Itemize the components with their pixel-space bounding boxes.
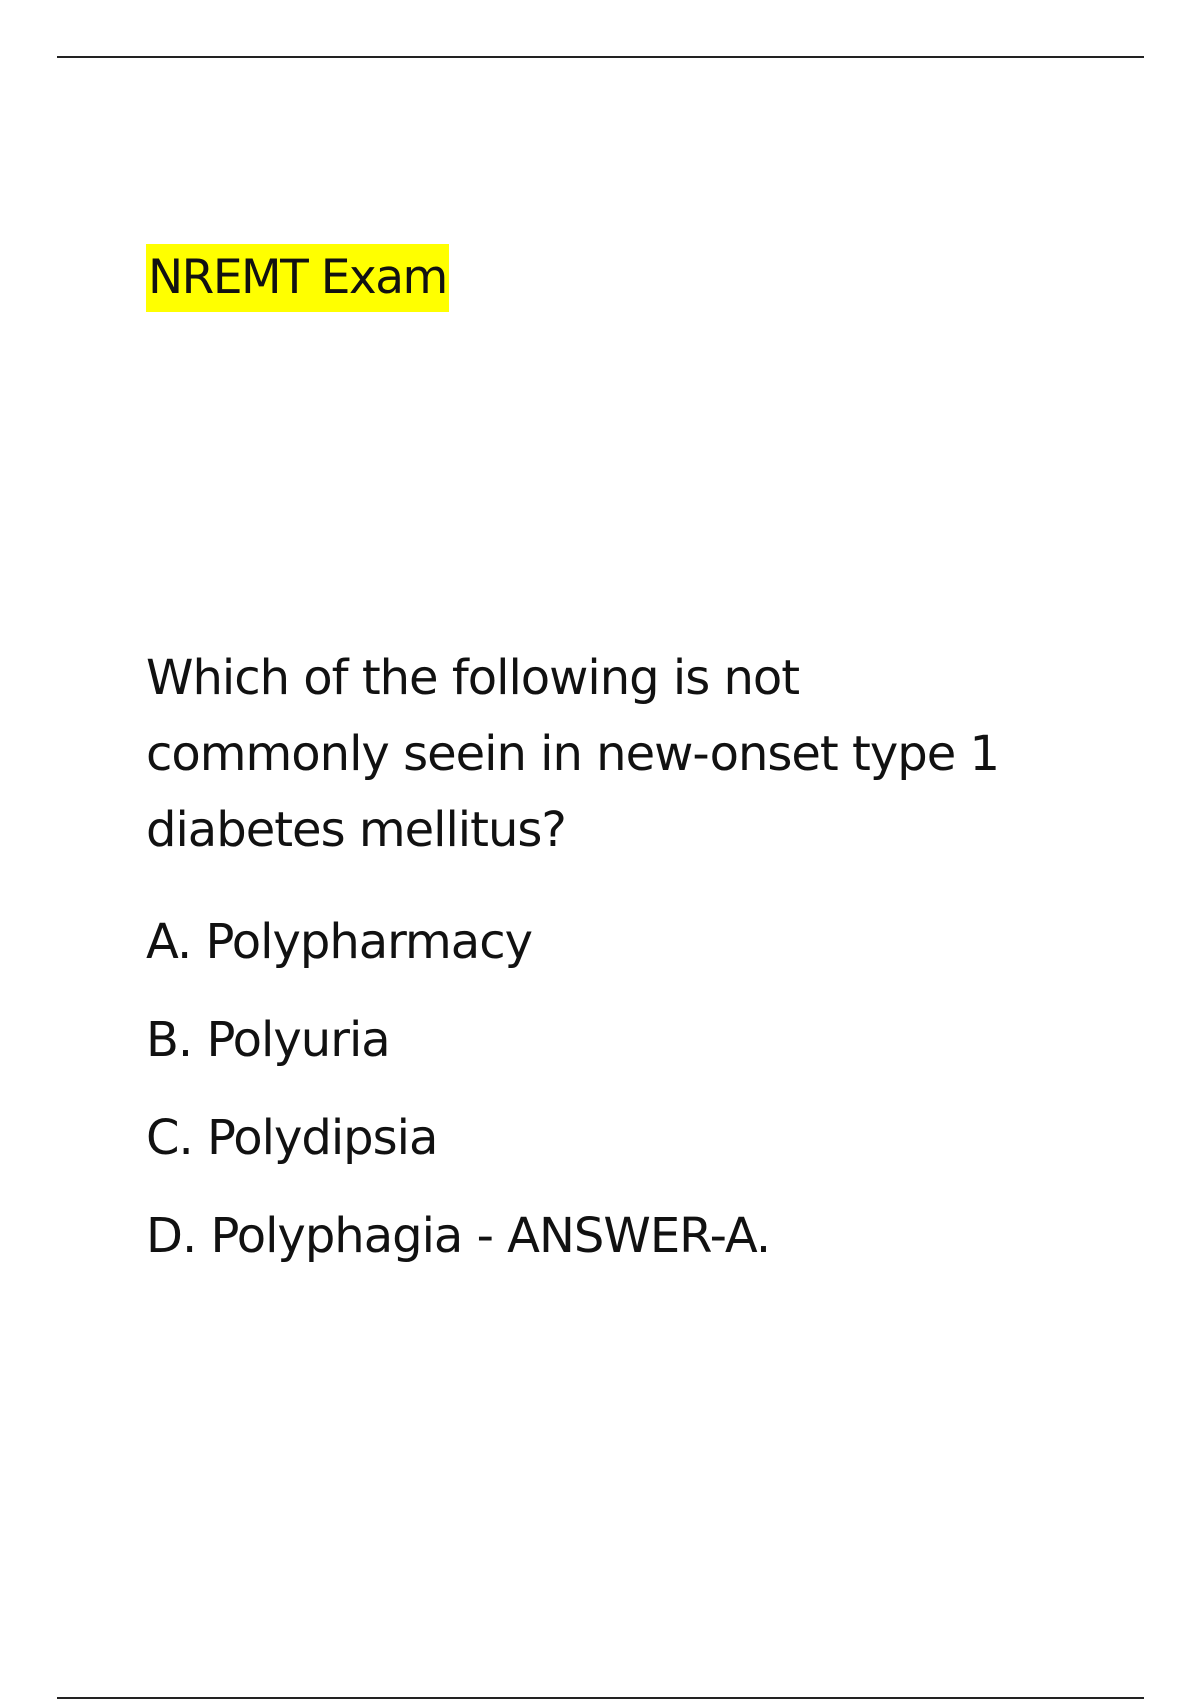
option-d: D. Polyphagia - ANSWER-A. xyxy=(146,1208,771,1264)
question-text: Which of the following is not commonly seein in new-onset type 1 diabetes mellitus? xyxy=(146,650,1000,858)
answer-options xyxy=(146,893,770,1285)
option-a: A. Polypharmacy xyxy=(146,914,533,970)
document-title: NREMT Exam xyxy=(146,244,449,312)
title-block xyxy=(146,244,449,312)
option-c: C. Polydipsia xyxy=(146,1110,438,1166)
header-rule xyxy=(57,56,1144,58)
option-b: B. Polyuria xyxy=(146,1012,390,1068)
footer-rule xyxy=(57,1697,1144,1699)
